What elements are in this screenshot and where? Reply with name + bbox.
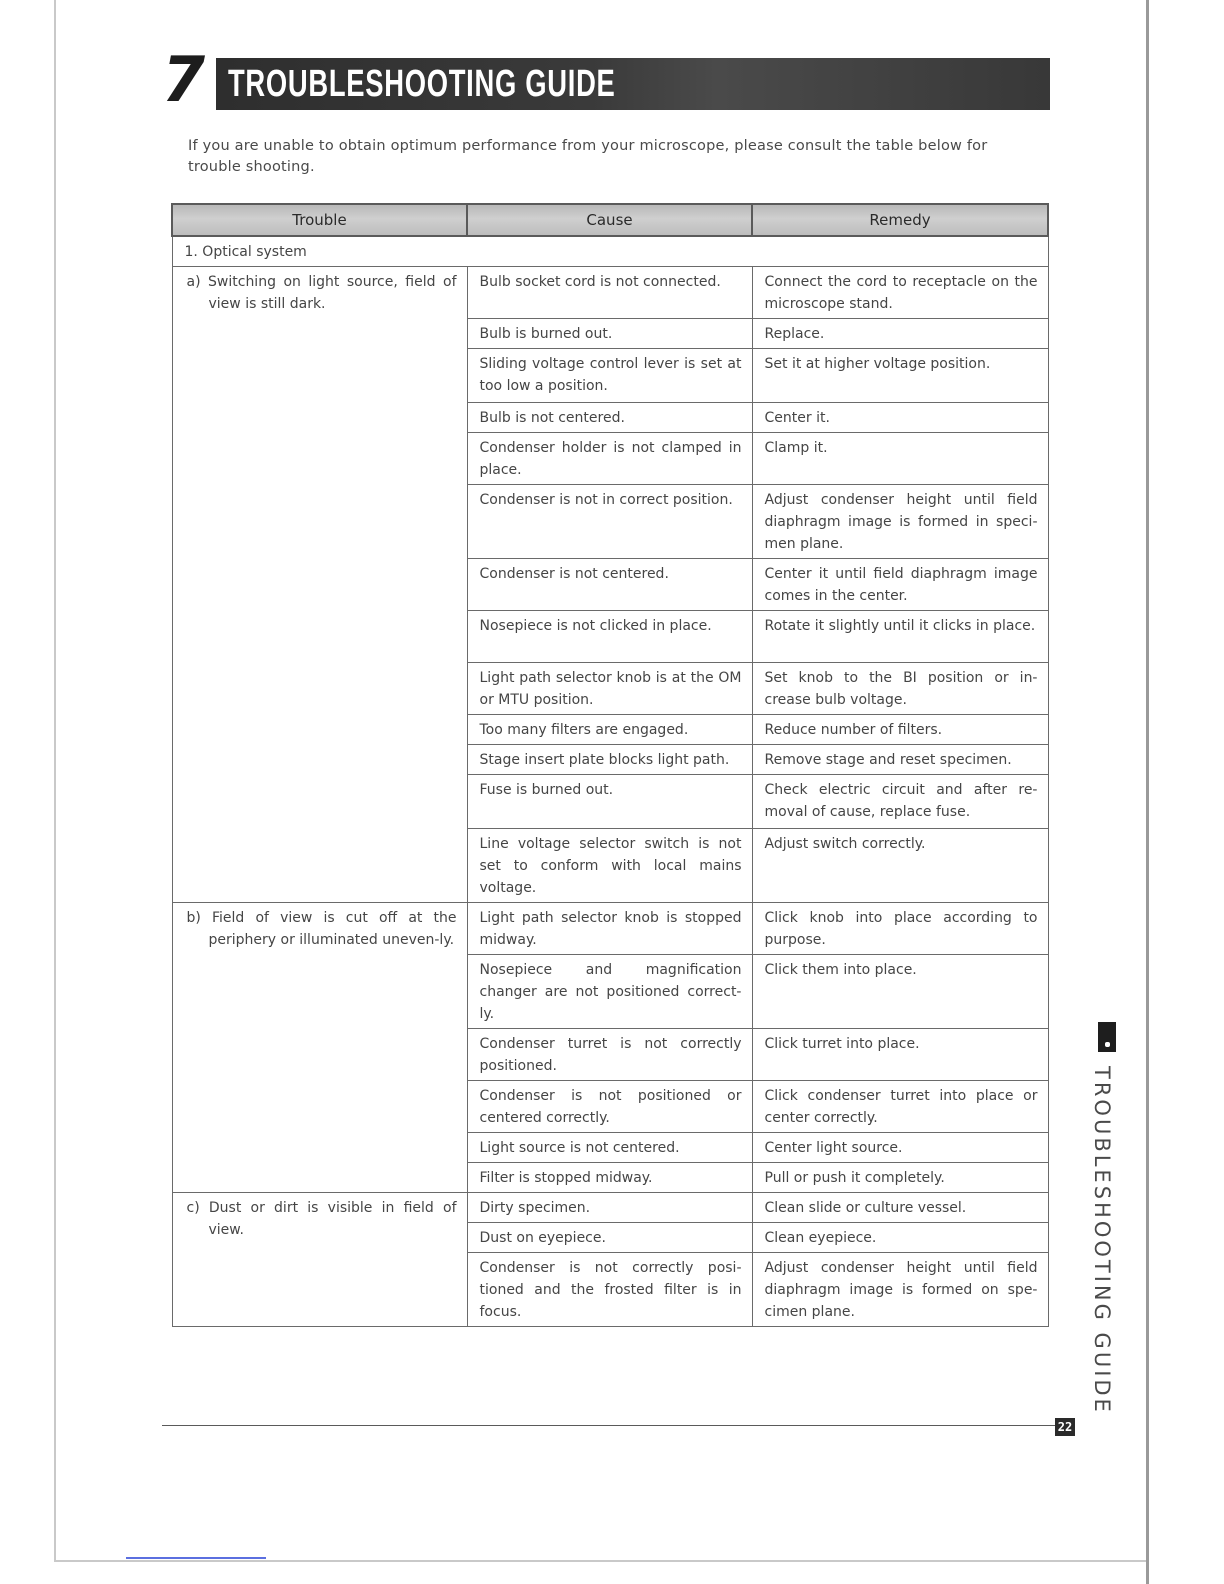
table-row: [172, 903, 1048, 955]
header-remedy: Remedy: [752, 204, 1048, 236]
cause-cell: Stage insert plate blocks light path.: [467, 745, 752, 775]
cause-cell: Dust on eyepiece.: [467, 1223, 752, 1253]
section-title: 1. Optical system: [172, 236, 1048, 267]
remedy-cell: Reduce number of filters.: [752, 715, 1048, 745]
trouble-cell: [172, 903, 467, 1193]
page-edge-left: [54, 0, 56, 1562]
troubleshooting-table: [171, 203, 1049, 1327]
header-cause: Cause: [467, 204, 752, 236]
remedy-cell: Adjust condenser height until field diaphragm image is formed in speci-men plane.: [752, 485, 1048, 559]
trouble-cell: [172, 267, 467, 903]
footer-rule: [162, 1425, 1056, 1426]
cause-cell: Condenser is not positioned or centered correctly.: [467, 1081, 752, 1133]
remedy-cell: Center it until field diaphragm image comes in the center.: [752, 559, 1048, 611]
header-trouble: Trouble: [172, 204, 467, 236]
remedy-cell: Click knob into place according to purpose.: [752, 903, 1048, 955]
remedy-cell: Connect the cord to receptacle on the microscope stand.: [752, 267, 1048, 319]
remedy-cell: Remove stage and reset specimen.: [752, 745, 1048, 775]
trouble-cell: [172, 1193, 467, 1327]
cause-cell: Condenser turret is not correctly positioned.: [467, 1029, 752, 1081]
cause-cell: Filter is stopped midway.: [467, 1163, 752, 1193]
section-row: [172, 236, 1048, 267]
remedy-cell: Set it at higher voltage position.: [752, 349, 1048, 403]
remedy-cell: Clean eyepiece.: [752, 1223, 1048, 1253]
table-row: [172, 267, 1048, 319]
page-edge-bottom: [54, 1560, 1146, 1562]
page-edge-right: [1146, 0, 1149, 1584]
cause-cell: Condenser is not correctly posi-tioned and the frosted filter is in focus.: [467, 1253, 752, 1327]
remedy-cell: Click them into place.: [752, 955, 1048, 1029]
trouble-text: a) Switching on light source, field of view is still dark.: [186, 274, 457, 312]
cause-cell: Line voltage selector switch is not set to conform with local mains voltage.: [467, 829, 752, 903]
remedy-cell: Clean slide or culture vessel.: [752, 1193, 1048, 1223]
side-tab-mark: [1105, 1042, 1110, 1047]
remedy-cell: Pull or push it completely.: [752, 1163, 1048, 1193]
cause-cell: Light path selector knob is at the OM or MTU position.: [467, 663, 752, 715]
trouble-text: b) Field of view is cut off at the periphery or illuminated uneven-ly.: [186, 910, 457, 948]
selection-mark: [126, 1557, 266, 1559]
intro-paragraph: If you are unable to obtain optimum performance from your microscope, please consult the table below for trouble shooting.: [188, 138, 988, 175]
cause-cell: Bulb socket cord is not connected.: [467, 267, 752, 319]
chapter-number: 7: [162, 43, 206, 116]
cause-cell: Sliding voltage control lever is set at too low a position.: [467, 349, 752, 403]
cause-cell: Nosepiece is not clicked in place.: [467, 611, 752, 663]
remedy-cell: Center light source.: [752, 1133, 1048, 1163]
cause-cell: Condenser is not centered.: [467, 559, 752, 611]
remedy-cell: Set knob to the BI position or in-crease bulb voltage.: [752, 663, 1048, 715]
remedy-cell: Adjust condenser height until field diaphragm image is formed on spe-cimen plane.: [752, 1253, 1048, 1327]
cause-cell: Bulb is not centered.: [467, 403, 752, 433]
cause-cell: Light source is not centered.: [467, 1133, 752, 1163]
cause-cell: Bulb is burned out.: [467, 319, 752, 349]
remedy-cell: Center it.: [752, 403, 1048, 433]
remedy-cell: Replace.: [752, 319, 1048, 349]
remedy-cell: Click condenser turret into place or center correctly.: [752, 1081, 1048, 1133]
remedy-cell: Rotate it slightly until it clicks in place.: [752, 611, 1048, 663]
table-header-row: [172, 204, 1048, 236]
page-number: 22: [1055, 1418, 1075, 1436]
remedy-cell: Adjust switch correctly.: [752, 829, 1048, 903]
table-row: [172, 1193, 1048, 1223]
side-tab-text: TROUBLESHOOTING GUIDE: [1090, 1066, 1114, 1415]
cause-cell: Condenser is not in correct position.: [467, 485, 752, 559]
remedy-cell: Click turret into place.: [752, 1029, 1048, 1081]
chapter-header: [162, 43, 1050, 116]
trouble-text: c) Dust or dirt is visible in field of view.: [186, 1200, 457, 1238]
chapter-title: TROUBLESHOOTING GUIDE: [228, 63, 616, 105]
cause-cell: Condenser holder is not clamped in place.: [467, 433, 752, 485]
chapter-side-tab: [1098, 1022, 1116, 1052]
chapter-title-bar: [216, 58, 1050, 110]
remedy-cell: Check electric circuit and after re-moval of cause, replace fuse.: [752, 775, 1048, 829]
remedy-cell: Clamp it.: [752, 433, 1048, 485]
cause-cell: Dirty specimen.: [467, 1193, 752, 1223]
cause-cell: Fuse is burned out.: [467, 775, 752, 829]
cause-cell: Too many filters are engaged.: [467, 715, 752, 745]
cause-cell: Light path selector knob is stopped midway.: [467, 903, 752, 955]
cause-cell: Nosepiece and magnification changer are not positioned correct-ly.: [467, 955, 752, 1029]
